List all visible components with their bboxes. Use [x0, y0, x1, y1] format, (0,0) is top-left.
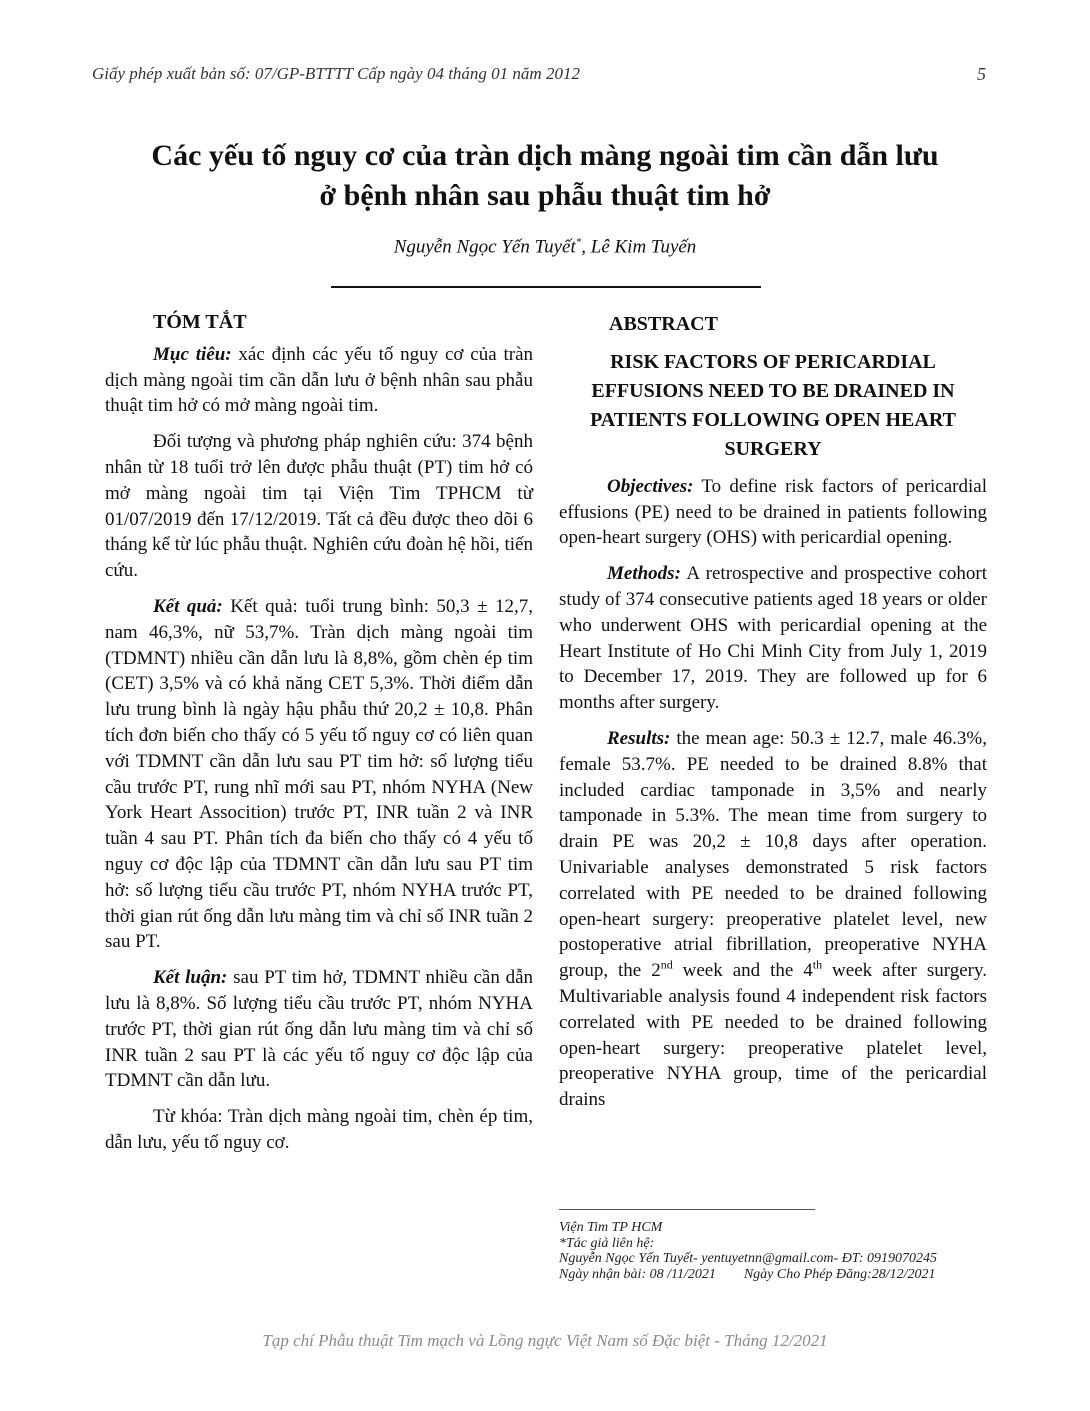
sup-nd: nd: [660, 957, 673, 972]
vi-objective-text: xác định các yếu tố nguy cơ của tràn dịch màng ngoài tim cần dẫn lưu ở bệnh nhân sau phẫu thuật tim hở có mở màng ngoài tim.: [105, 343, 534, 417]
page-number: 5: [977, 64, 986, 84]
vi-methods: Đối tượng và phương pháp nghiên cứu: 374 bệnh nhân từ 18 tuổi trở lên được phẫu thuật (PT) tim hở có mở màng ngoài tim tại Viện Tim TPHCM từ 01/07/2019 đến 17/12/2019. Tất cả đều được theo dõi 6 tháng kể từ lúc phẫu thuật. Nghiên cứu đoàn hệ hồi, tiến cứu.: [105, 431, 533, 582]
title-line-2: ở bệnh nhân sau phẫu thuật tim hở: [319, 179, 771, 212]
sup-th: th: [812, 957, 823, 972]
vi-conclusion: [105, 965, 533, 1094]
en-objective-label: Objectives:: [607, 475, 694, 497]
article-title: [60, 136, 1030, 216]
running-header: Giấy phép xuất bản số: 07/GP-BTTTT Cấp ngày 04 tháng 01 năm 2012: [92, 64, 580, 83]
en-methods-text: A retrospective and prospective cohort study of 374 consecutive patients aged 18 years or older who underwent OHS with pericardial opening at the Heart Institute of Ho Chi Minh City from July 1, 2019 to December 17, 2019. They are followed up for 6 months after surgery.: [559, 563, 987, 714]
vi-objective: [105, 342, 533, 419]
en-title: RISK FACTORS OF PERICARDIAL EFFUSIONS NEED TO BE DRAINED IN PATIENTS FOLLOWING OPEN HEART SURGERY: [590, 350, 956, 460]
author-rest: , Lê Kim Tuyến: [581, 236, 697, 258]
vi-heading: TÓM TẮT: [153, 311, 247, 333]
vietnamese-abstract: [105, 310, 533, 1156]
en-results-text-3: week after surgery. Multivariable analysis found 4 independent risk factors correlated with PE needed to be drained following open-heart surgery: preoperative platelet level, preoperative NYHA group, time of the pericardial drains: [559, 960, 987, 1111]
en-heading: ABSTRACT: [609, 313, 718, 335]
footnote-dates: [559, 1267, 937, 1283]
en-objective-text: To define risk factors of pericardial effusions (PE) need to be drained in patients following open-heart surgery (OHS) with pericardial opening.: [559, 475, 987, 549]
journal-footer: Tạp chí Phẫu thuật Tim mạch và Lồng ngực Việt Nam số Đặc biệt - Tháng 12/2021: [262, 1331, 828, 1350]
vi-objective-label: Mục tiêu:: [153, 343, 232, 365]
vi-results: [105, 594, 533, 955]
footnote-corresponding: *Tác giả liên hệ:: [559, 1235, 655, 1251]
en-results-label: Results:: [607, 727, 671, 749]
footnote-contact: Nguyễn Ngọc Yến Tuyết- yentuyetnn@gmail.com- ĐT: 0919070245: [559, 1251, 937, 1267]
footnote-accepted: Ngày Cho Phép Đăng:28/12/2021: [743, 1266, 936, 1282]
vi-results-label: Kết quả:: [153, 595, 223, 617]
english-abstract: [559, 312, 987, 1113]
vi-conclusion-label: Kết luận:: [153, 967, 228, 989]
vi-keywords: Từ khóa: Tràn dịch màng ngoài tim, chèn ép tim, dẫn lưu, yếu tố nguy cơ.: [105, 1106, 533, 1153]
title-divider: [331, 286, 761, 288]
footnote-divider: [559, 1209, 815, 1210]
en-results-text-1: the mean age: 50.3 ± 12.7, male 46.3%, female 53.7%. PE needed to be drained 8.8% that included cardiac tamponade in 3,5% and nearly tamponade in 5.3%. The mean time from surgery to drain PE was 20,2 ± 10,8 days after operation. Univariable analyses demonstrated 5 risk factors correlated with PE needed to be drained following open-heart surgery: preoperative platelet level, new postoperative atrial fibrillation, preoperative NYHA group, the 2: [559, 727, 987, 982]
vi-conclusion-text: sau PT tim hở, TDMNT nhiều cần dẫn lưu là 8,8%. Số lượng tiểu cầu trước PT, nhóm NYHA trước PT, thời gian rút ống dẫn lưu màng tim và chỉ số INR tuần 2 sau PT là các yếu tố nguy cơ độc lập của TDMNT cần dẫn lưu.: [105, 967, 533, 1092]
footnote-received: Ngày nhận bài: 08 /11/2021: [559, 1266, 716, 1282]
en-objective: [559, 474, 987, 551]
footnote-block: [559, 1220, 937, 1282]
author-line: [0, 236, 1090, 258]
vi-results-text: Kết quả: tuổi trung bình: 50,3 ± 12,7, nam 46,3%, nữ 53,7%. Tràn dịch màng ngoài tim (TDMNT) nhiều cần dẫn lưu là 8,8%, gồm chèn ép tim (CET) 3,5% và có khả năng CET 5,3%. Thời điểm dẫn lưu trung bình là ngày hậu phẫu thứ 20,2 ± 10,8. Phân tích đơn biến cho thấy có 5 yếu tố nguy cơ có liên quan với TDMNT cần dẫn lưu sau PT tim hở: số lượng tiểu cầu trước PT, rung nhĩ mới sau PT, nhóm NYHA (New York Heart Assocition) trước PT, INR tuần 2 và INR tuần 4 sau PT. Phân tích đa biến cho thấy có 4 yếu tố nguy cơ độc lập của TDMNT cần dẫn lưu sau PT tim hở: số lượng tiểu cầu trước PT, nhóm NYHA trước PT, thời gian rút ống dẫn lưu màng tim và chỉ số INR tuần 2 sau PT.: [105, 595, 534, 953]
title-line-1: Các yếu tố nguy cơ của tràn dịch màng ngoài tim cần dẫn lưu: [151, 139, 939, 172]
footnote-institution: Viện Tim TP HCM: [559, 1220, 663, 1235]
en-results: [559, 726, 987, 1113]
author-first: Nguyễn Ngọc Yến Tuyết: [393, 236, 576, 258]
en-methods-label: Methods:: [607, 563, 681, 585]
en-results-text-2: week and the 4: [672, 960, 813, 982]
corresponding-mark: *: [575, 236, 582, 248]
en-methods: [559, 561, 987, 716]
